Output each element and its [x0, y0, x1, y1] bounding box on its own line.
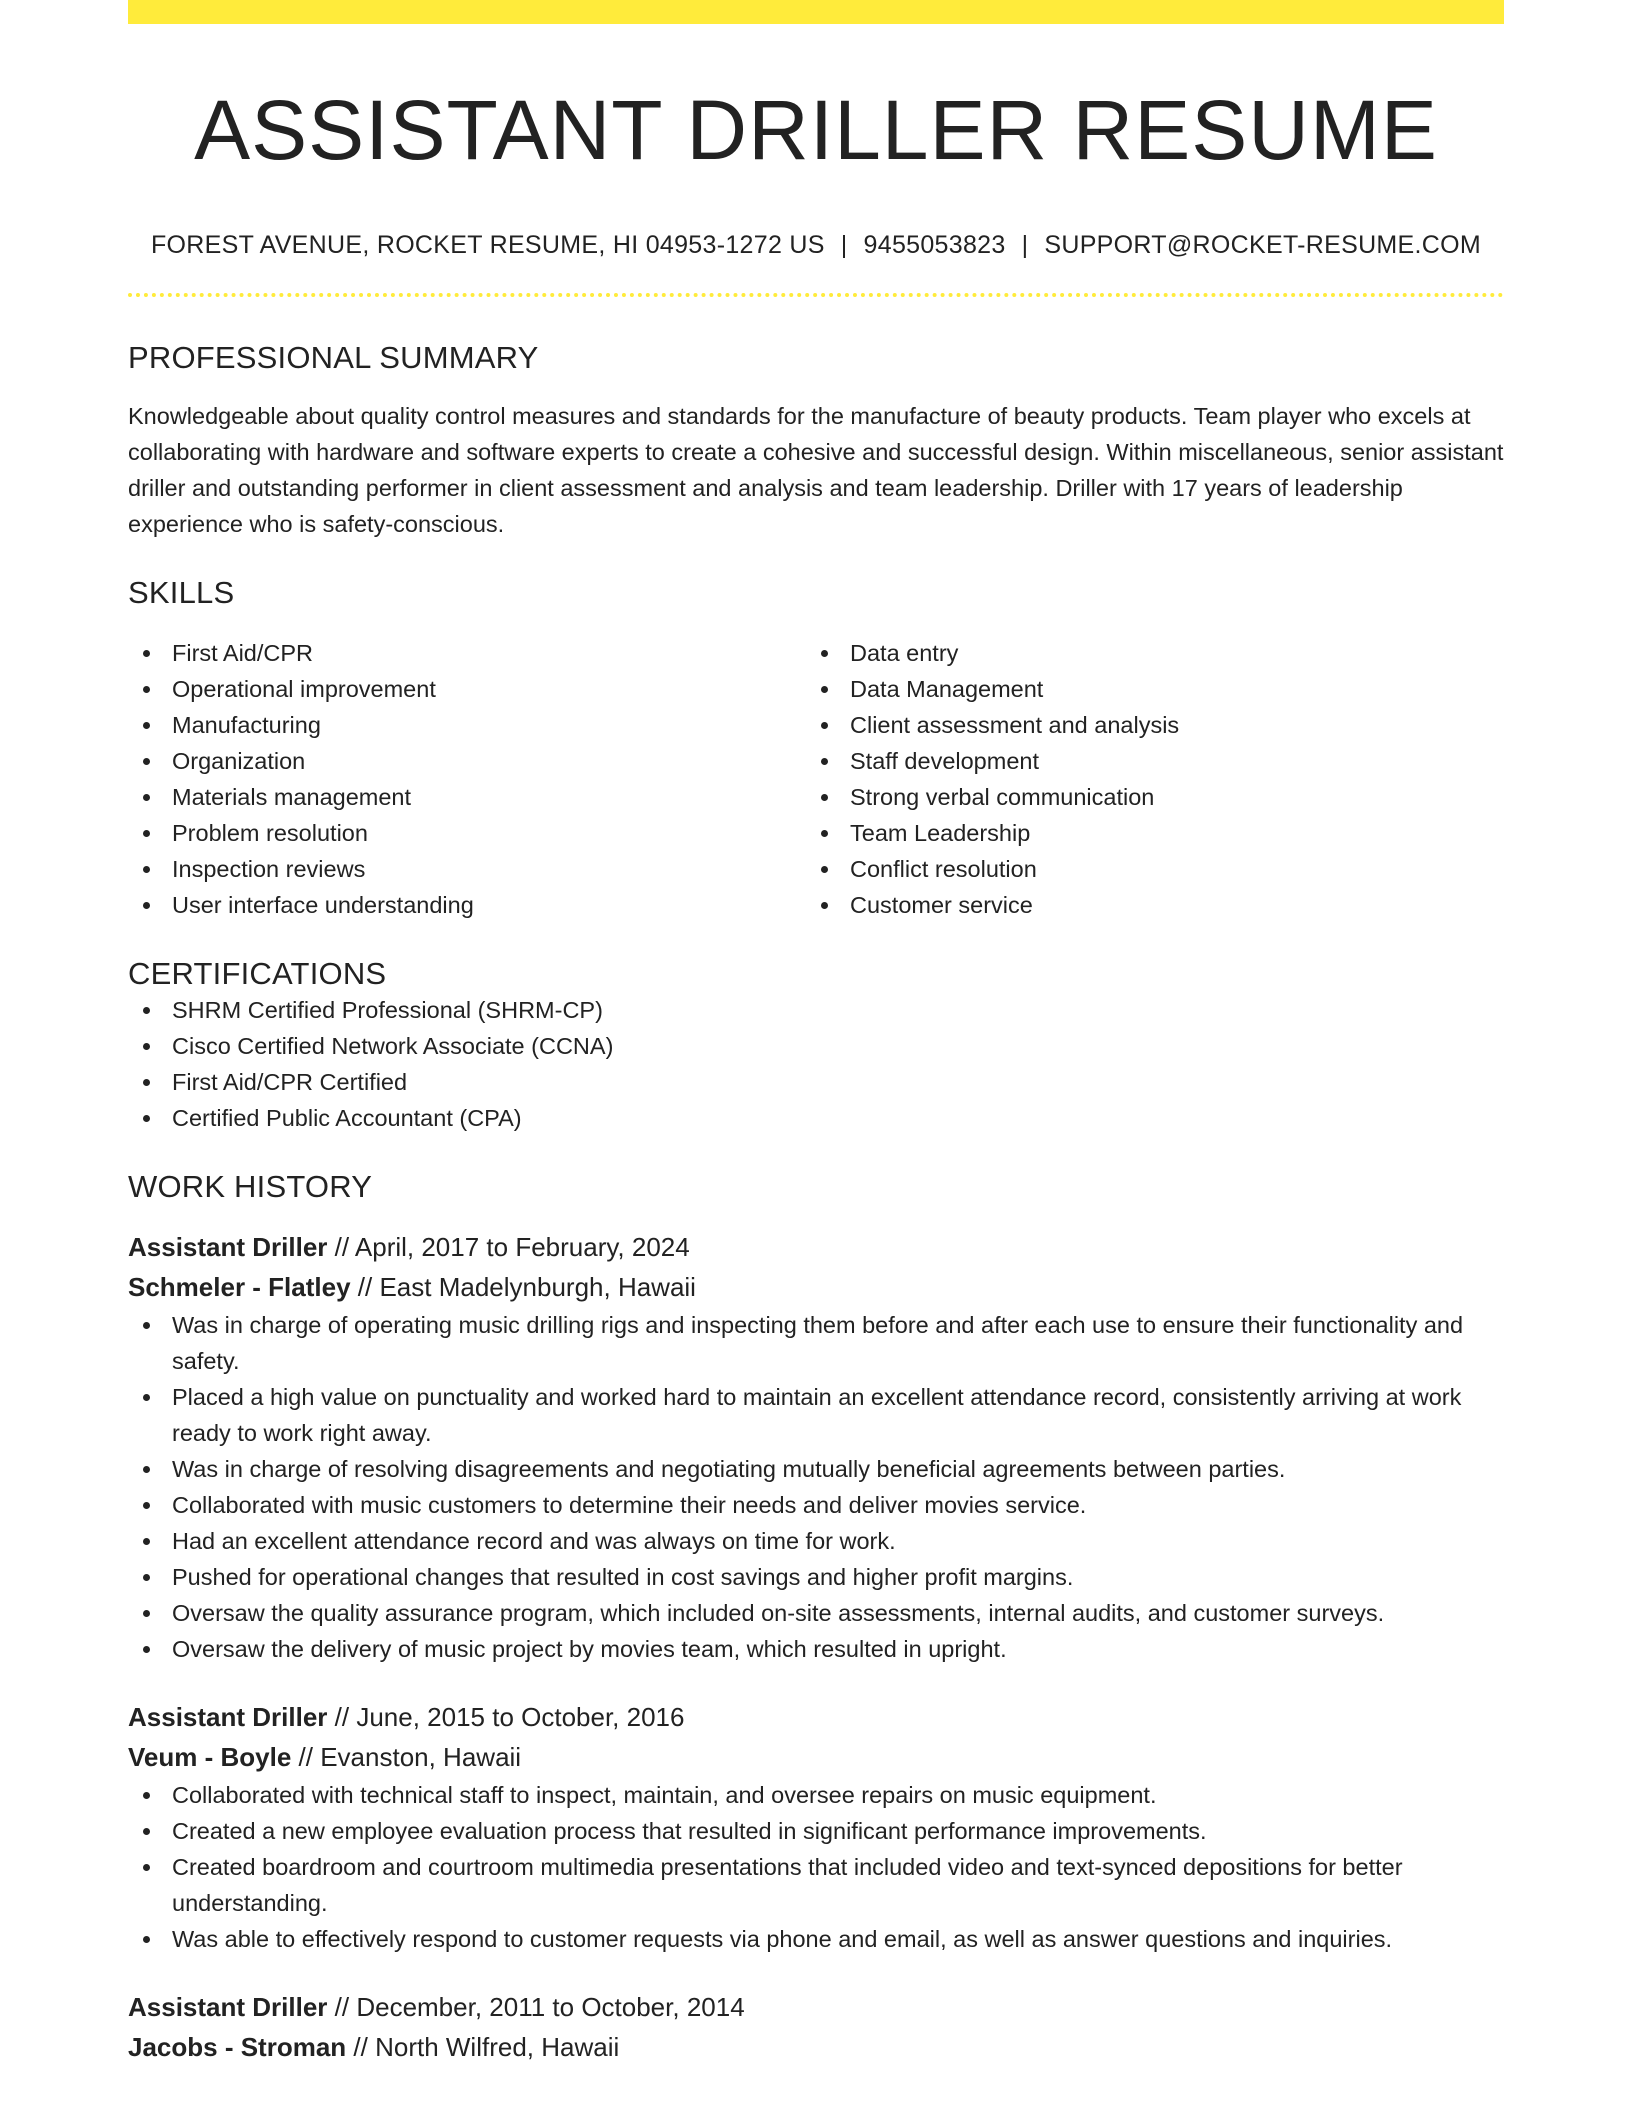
summary-heading: PROFESSIONAL SUMMARY — [128, 339, 539, 375]
job-bullet: Had an excellent attendance record and was always on time for work. — [128, 1523, 1504, 1559]
job-title-line — [128, 1227, 1504, 1267]
job-separator: // — [334, 1991, 350, 2022]
job-company-line — [128, 2027, 1504, 2067]
job-bullet: Pushed for operational changes that resulted in cost savings and higher profit margins. — [128, 1559, 1504, 1595]
job-entry — [128, 1227, 1504, 1667]
job-bullet: Collaborated with music customers to determine their needs and deliver movies service. — [128, 1487, 1504, 1523]
skill-item: Customer service — [806, 887, 1484, 923]
job-title: Assistant Driller — [128, 1991, 328, 2022]
job-separator: // — [298, 1741, 313, 1772]
job-title-line — [128, 1697, 1504, 1737]
job-location: East Madelynburgh, Hawaii — [379, 1271, 696, 1302]
job-dates: April, 2017 to February, 2024 — [354, 1231, 690, 1262]
job-title: Assistant Driller — [128, 1231, 328, 1262]
skill-item: User interface understanding — [128, 887, 806, 923]
job-title: Assistant Driller — [128, 1701, 328, 1732]
skill-item: Manufacturing — [128, 707, 806, 743]
skills-column-left — [128, 635, 806, 923]
skill-item: First Aid/CPR — [128, 635, 806, 671]
accent-top-bar — [128, 0, 1504, 24]
contact-address: FOREST AVENUE, ROCKET RESUME, HI 04953-1272 US — [150, 230, 825, 259]
job-dates: June, 2015 to October, 2016 — [356, 1701, 685, 1732]
skill-item: Inspection reviews — [128, 851, 806, 887]
job-dates: December, 2011 to October, 2014 — [356, 1991, 745, 2022]
contact-separator: | — [1021, 230, 1029, 259]
contact-email: SUPPORT@ROCKET-RESUME.COM — [1044, 230, 1482, 259]
skill-item: Data entry — [806, 635, 1484, 671]
job-location: Evanston, Hawaii — [320, 1741, 522, 1772]
job-bullet: Collaborated with technical staff to inspect, maintain, and oversee repairs on music equipment. — [128, 1777, 1504, 1813]
job-company-line — [128, 1267, 1504, 1307]
job-entry — [128, 1987, 1504, 2067]
work-history-jobs — [128, 1227, 1504, 2067]
skill-item: Data Management — [806, 671, 1484, 707]
work-history-heading: WORK HISTORY — [128, 1168, 373, 1204]
skill-item: Strong verbal communication — [806, 779, 1484, 815]
certifications-list — [128, 992, 1504, 1136]
skills-column-right — [806, 635, 1484, 923]
job-bullet: Created boardroom and courtroom multimedia presentations that included video and text-synced depositions for better understanding. — [128, 1849, 1504, 1921]
job-bullet: Was in charge of operating music drilling rigs and inspecting them before and after each use to ensure their functionality and safety. — [128, 1307, 1504, 1379]
job-bullet: Was in charge of resolving disagreements and negotiating mutually beneficial agreements between parties. — [128, 1451, 1504, 1487]
certification-item: SHRM Certified Professional (SHRM-CP) — [128, 992, 1504, 1028]
certification-item: First Aid/CPR Certified — [128, 1064, 1504, 1100]
skills-list-right — [806, 635, 1484, 923]
skills-list-left — [128, 635, 806, 923]
job-company-line — [128, 1737, 1504, 1777]
dotted-divider — [128, 293, 1504, 297]
skills-heading: SKILLS — [128, 574, 235, 610]
summary-text: Knowledgeable about quality control measures and standards for the manufacture of beauty products. Team player who excels at collaborating with hardware and software experts to create a cohesive and successful design. Within miscellaneous, senior assistant driller and outstanding performer in client assessment and analysis and team leadership. Driller with 17 years of leadership experience who is safety-conscious. — [128, 402, 1504, 537]
certification-item: Cisco Certified Network Associate (CCNA) — [128, 1028, 1504, 1064]
skill-item: Team Leadership — [806, 815, 1484, 851]
contact-phone: 9455053823 — [863, 230, 1006, 259]
certifications-heading: CERTIFICATIONS — [128, 955, 387, 991]
job-bullet: Oversaw the quality assurance program, which included on-site assessments, internal audits, and customer surveys. — [128, 1595, 1504, 1631]
skill-item: Staff development — [806, 743, 1484, 779]
job-bullet: Placed a high value on punctuality and worked hard to maintain an excellent attendance record, consistently arriving at work ready to work right away. — [128, 1379, 1504, 1451]
job-separator: // — [334, 1231, 350, 1262]
job-bullet: Was able to effectively respond to customer requests via phone and email, as well as answer questions and inquiries. — [128, 1921, 1504, 1957]
skill-item: Organization — [128, 743, 806, 779]
skill-item: Client assessment and analysis — [806, 707, 1484, 743]
job-bullets — [128, 1307, 1504, 1667]
skill-item: Materials management — [128, 779, 806, 815]
job-title-line — [128, 1987, 1504, 2027]
job-separator: // — [353, 2031, 368, 2062]
job-bullet: Created a new employee evaluation process that resulted in significant performance improvements. — [128, 1813, 1504, 1849]
job-bullet: Oversaw the delivery of music project by movies team, which resulted in upright. — [128, 1631, 1504, 1667]
job-company: Veum - Boyle — [128, 1741, 292, 1772]
job-bullets — [128, 1777, 1504, 1957]
job-separator: // — [357, 1271, 373, 1302]
skill-item: Problem resolution — [128, 815, 806, 851]
skill-item: Operational improvement — [128, 671, 806, 707]
job-location: North Wilfred, Hawaii — [375, 2031, 620, 2062]
job-separator: // — [334, 1701, 350, 1732]
resume-content — [128, 24, 1504, 2067]
job-entry — [128, 1697, 1504, 1957]
skills-columns — [128, 635, 1504, 923]
job-company: Schmeler - Flatley — [128, 1271, 351, 1302]
skill-item: Conflict resolution — [806, 851, 1484, 887]
job-company: Jacobs - Stroman — [128, 2031, 347, 2062]
contact-line — [128, 231, 1504, 260]
resume-title: ASSISTANT DRILLER RESUME — [194, 83, 1438, 177]
certification-item: Certified Public Accountant (CPA) — [128, 1100, 1504, 1136]
contact-separator: | — [840, 230, 848, 259]
